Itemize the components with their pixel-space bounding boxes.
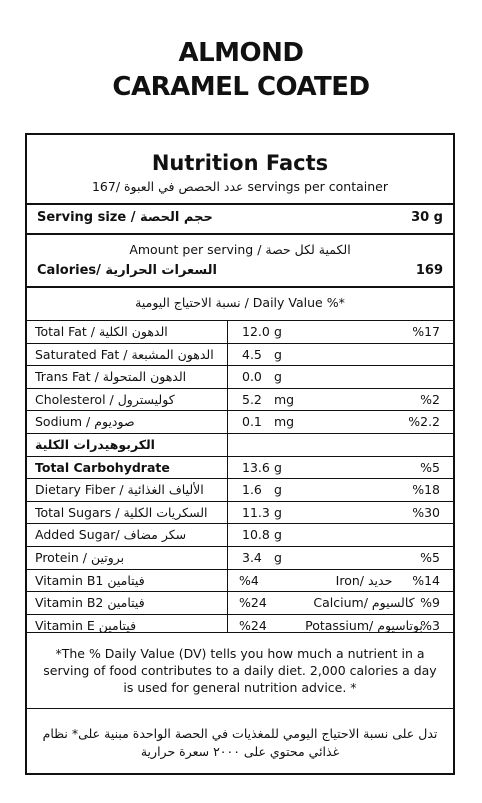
nutrient-amount: 0.1: [242, 414, 262, 430]
nutrient-unit: mg: [274, 391, 295, 407]
nutrient-daily-value: %2: [420, 391, 440, 407]
nutrient-row: [27, 320, 453, 343]
nutrient-name: Dietary Fiber / الألياف الغذائية: [35, 482, 204, 498]
nutrient-unit: g: [274, 346, 282, 362]
mineral-daily-value: %3: [420, 617, 440, 633]
nutrient-name: Total Sugars / السكريات الكلية: [35, 504, 208, 520]
nutrient-amount: 12.0: [242, 324, 270, 339]
nutrient-row: [27, 456, 453, 479]
mineral-name: Iron/ حديد: [335, 572, 393, 588]
nutrient-daily-value: %17: [412, 324, 440, 339]
nutrient-amount: 4.5: [242, 346, 262, 362]
divider: [27, 632, 453, 633]
nutrient-name: Total Fat / الدهون الكلية: [35, 324, 168, 339]
vitamin-daily-value: %24: [239, 595, 267, 611]
serving-size-label: Serving size / حجم الحصة: [37, 210, 213, 225]
vitamin-row: [27, 591, 453, 614]
nutrient-amount: 0.0: [242, 369, 262, 385]
nutrient-name: Trans Fat / الدهون المتحولة: [35, 369, 187, 385]
nutrient-row: [27, 410, 453, 433]
nutrient-row: [27, 343, 453, 366]
nutrient-amount: 11.3: [242, 504, 270, 520]
nutrient-daily-value: %18: [412, 482, 440, 498]
divider: [27, 286, 453, 288]
nutrient-daily-value: %2.2: [408, 414, 440, 430]
vitamin-daily-value: %4: [239, 572, 259, 588]
nutrient-daily-value: %5: [420, 459, 440, 475]
nutrient-daily-value: %30: [412, 504, 440, 520]
nutrition-facts-title: Nutrition Facts: [151, 151, 329, 175]
nutrient-amount: 1.6: [242, 482, 262, 498]
calories-value: 169: [415, 263, 443, 278]
mineral-name: Potassium/ بوتاسيوم: [305, 617, 423, 633]
calories-row: [37, 263, 443, 278]
servings-per-container: عدد الحصص في العبوة /167 servings per container: [91, 179, 389, 194]
nutrient-unit: g: [274, 324, 282, 339]
nutrient-name: Total Carbohydrate: [35, 459, 170, 475]
vitamin-name: Vitamin B1 فيتامين: [35, 572, 145, 588]
nutrient-name: Cholesterol / كوليسترول: [35, 391, 175, 407]
product-name-line-2: CARAMEL COATED: [112, 72, 370, 102]
mineral-daily-value: %14: [412, 572, 440, 588]
nutrient-name: الكربوهيدرات الكلية: [35, 437, 155, 452]
nutrient-unit: g: [274, 482, 282, 498]
amount-per-serving: Amount per serving / الكمية لكل حصة: [129, 242, 351, 257]
serving-size-row: [37, 210, 443, 225]
nutrient-row: [27, 501, 453, 524]
nutrient-unit: g: [274, 369, 282, 385]
nutrient-row: [27, 478, 453, 501]
mineral-name: Calcium/ كالسيوم: [313, 595, 415, 611]
nutrient-amount: 3.4: [242, 550, 262, 565]
vitamin-daily-value: %24: [239, 617, 267, 633]
nutrient-unit: g: [274, 550, 282, 565]
divider: [27, 708, 453, 709]
nutrition-facts-panel: [25, 133, 455, 775]
vitamin-row: [27, 614, 453, 637]
nutrient-amount: 5.2: [242, 391, 262, 407]
daily-value-footnote: *The % Daily Value (DV) tells you how much a nutrient in a serving of food contributes to a daily diet. 2,000 calories a day is used for general nutrition advice. *: [43, 646, 437, 695]
nutrient-name: Protein / بروتين: [35, 550, 125, 565]
serving-size-value: 30 g: [411, 210, 443, 225]
nutrient-daily-value: %5: [420, 550, 440, 565]
divider: [27, 203, 453, 205]
nutrient-row: [27, 523, 453, 546]
vitamin-name: Vitamin B2 فيتامين: [35, 595, 145, 611]
nutrient-row: [27, 546, 453, 569]
calories-label: Calories/ السعرات الحرارية: [37, 263, 217, 278]
nutrient-amount: 10.8: [242, 527, 270, 543]
vitamin-row: [27, 569, 453, 592]
nutrient-row: [27, 433, 453, 456]
divider: [27, 233, 453, 235]
nutrient-unit: mg: [274, 414, 295, 430]
vitamin-name: Vitamin E فيتامين: [35, 617, 137, 633]
daily-value-footnote-arabic: تدل على نسبة الاحتياج اليومي للمغذيات في الحصة الواحدة مبنية على* نظام غذائي محتوي على ٢٠٠٠ سعرة حرارية: [42, 726, 438, 759]
nutrient-unit: g: [274, 527, 282, 543]
nutrient-name: Sodium / صوديوم: [35, 414, 135, 430]
nutrient-row: [27, 365, 453, 388]
nutrient-amount: 13.6: [242, 459, 270, 475]
nutrient-unit: g: [274, 459, 282, 475]
mineral-daily-value: %9: [420, 595, 440, 611]
nutrient-row: [27, 388, 453, 411]
nutrient-name: Added Sugar/ سكر مضاف: [35, 527, 187, 543]
nutrient-name: Saturated Fat / الدهون المشبعة: [35, 346, 214, 362]
nutrient-unit: g: [274, 504, 282, 520]
product-name-line-1: ALMOND: [178, 38, 304, 68]
column-divider: [227, 320, 228, 632]
daily-value-header: نسبة الاحتياج اليومية / Daily Value %*: [135, 295, 345, 310]
